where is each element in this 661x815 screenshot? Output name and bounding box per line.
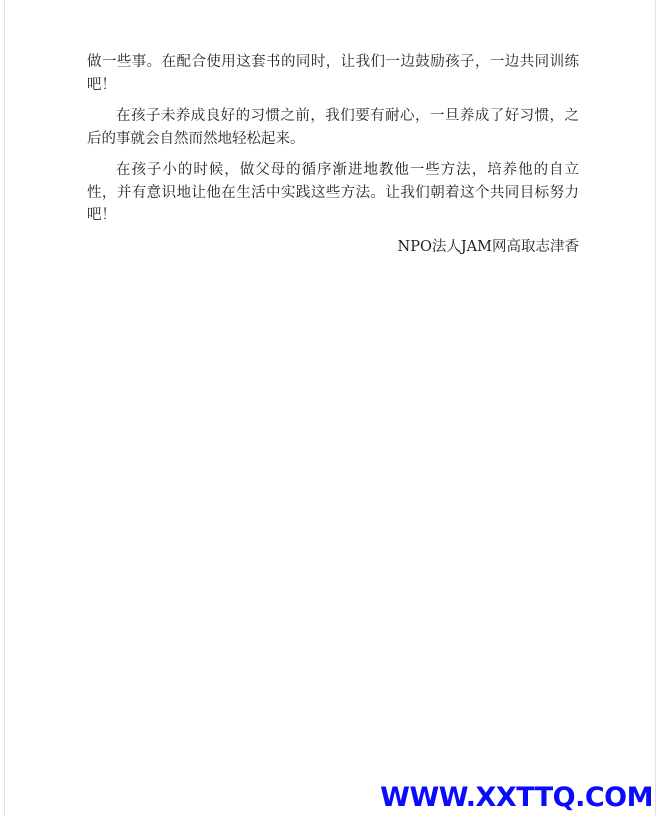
paragraph-3: 在孩子小的时候，做父母的循序渐进地教他一些方法，培养他的自立性，并有意识地让他在生活中实践这些方法。让我们朝着这个共同目标努力吧！ bbox=[87, 162, 579, 223]
paragraph-1: 做一些事。在配合使用这套书的同时，让我们一边鼓励孩子，一边共同训练吧！ bbox=[87, 54, 579, 93]
author-signature: NPO法人JAM网高取志津香 bbox=[397, 238, 579, 255]
paragraph-2: 在孩子未养成良好的习惯之前，我们要有耐心，一旦养成了好习惯，之后的事就会自然而然地轻松起来。 bbox=[87, 108, 579, 147]
document-body bbox=[87, 51, 579, 258]
document-page bbox=[4, 0, 656, 815]
site-watermark: WWW.XXTTQ.COM bbox=[380, 782, 653, 813]
